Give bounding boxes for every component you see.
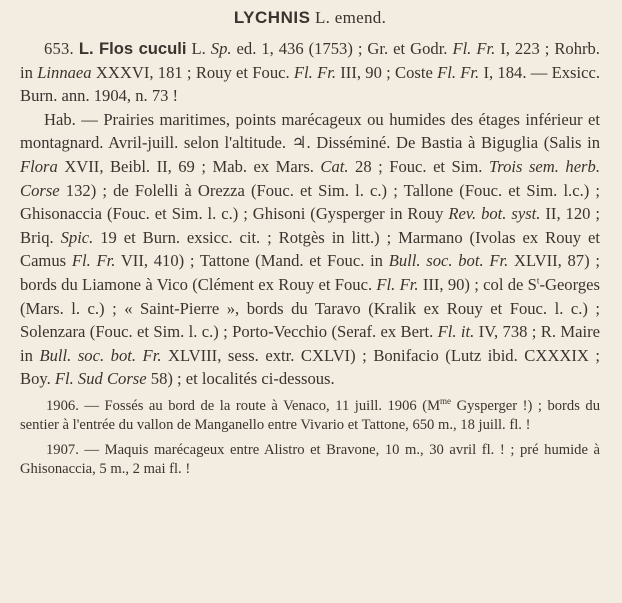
habitat-text: 19 et Burn. exsicc. cit. ; Rotgès in litt.) ; Marmano (Ivolas ex Rouy et Camus [20, 227, 600, 271]
genus-authority: L. emend. [314, 8, 387, 27]
ref-sp: Sp. [210, 39, 232, 58]
habitat-text: II, 120 ; Briq. [20, 204, 600, 247]
habitat-text: -Georges (Mars. l. c.) ; « Saint-Pierre », bords du Taravo (Kralik ex Rouy et Fouc. l. c.) ; Solenzara (Fouc. et Sim. l. c.) ; Porto-Vecchio (Seraf. ex Bert. [20, 274, 600, 342]
ref-title: Fl. Sud Corse [54, 369, 147, 389]
ref-title: Fl. it. [437, 322, 475, 342]
ref-title: Spic. [60, 227, 94, 247]
habitat-text: 132) ; de Folelli à Orezza (Fouc. et Sim. l. c.) ; Tallone (Fouc. et Sim. l.c.) ; Ghisonaccia (Fouc. et Sim. l. c.) ; Ghisoni (Gysperger in Rouy [20, 180, 600, 224]
record-1906 [20, 397, 600, 434]
habitat-paragraph [20, 108, 600, 391]
ref-title: Bull. soc. bot. Fr. [39, 345, 162, 365]
record-text: 1906. — Fossés au bord de la route à Venaco, 11 juill. 1906 (M [46, 397, 441, 414]
species-author: L. [191, 39, 206, 58]
ref-title: Bull. soc. bot. Fr. [388, 251, 509, 271]
habitat-text: XVII, Beibl. II, 69 ; Mab. ex Mars. [64, 156, 314, 176]
genus-name: LYCHNIS [233, 8, 311, 27]
habitat-text: VII, 410) ; Tattone (Mand. et Fouc. in [120, 251, 383, 271]
habitat-text: XLVII, 87) ; bords du Liamone à Vico (Clément ex Rouy et Fouc. [20, 251, 600, 294]
habitat-text: IV, 738 ; R. Maire in [20, 322, 600, 365]
habitat-text: 28 ; Fouc. et Sim. [355, 156, 483, 176]
ref-title: Fl. Fr. [452, 39, 496, 58]
citation-text: ed. 1, 436 (1753) ; Gr. et Godr. [236, 39, 448, 58]
habitat-text: Hab. — Prairies maritimes, points marécageux ou humides des étages inférieur et montagnard. Avril-juill. selon l'altitude. ♃. Disséminé. De Bastia à Biguglia (Salis in [20, 109, 600, 153]
species-citation [20, 37, 600, 108]
superscript: t [536, 275, 540, 286]
record-1907 [20, 441, 600, 478]
habitat-text: 58) ; et localités ci-dessous. [150, 369, 335, 389]
citation-text: I, 223 ; Rohrb. in [20, 39, 600, 82]
ref-title: Fl. Fr. [293, 62, 336, 82]
ref-title: Flora [20, 156, 58, 176]
ref-title: Fl. Fr. [71, 251, 116, 271]
ref-title: Rev. bot. syst. [448, 204, 541, 224]
habitat-text: XLVIII, sess. extr. CXLVI) ; Bonifacio (Lutz ibid. CXXXIX ; Boy. [20, 345, 600, 389]
genus-heading [20, 8, 600, 28]
citation-text: III, 90 ; Coste [340, 62, 433, 82]
ref-title: Fl. Fr. [437, 62, 480, 82]
species-number: 653. [44, 39, 74, 58]
ref-title: Linnaea [37, 62, 92, 82]
record-text: Gysperger !) ; bords du sentier à l'entrée du vallon de Manganello entre Vivario et Tattone, 650 m., 18 juill. fl. ! [20, 397, 600, 433]
record-text: 1907. — Maquis marécageux entre Alistro et Bravone, 10 m., 30 avril fl. ! ; pré humide à Ghisonaccia, 5 m., 2 mai fl. ! [20, 442, 600, 477]
ref-title: Cat. [320, 156, 349, 176]
citation-text: I, 184. — Exsicc. Burn. ann. 1904, n. 73 ! [20, 62, 600, 106]
ref-title: Fl. Fr. [376, 274, 419, 294]
habitat-text: III, 90) ; col de S [422, 274, 537, 294]
citation-text: XXXVI, 181 ; Rouy et Fouc. [95, 62, 290, 82]
ref-title: Trois sem. herb. Corse [20, 156, 600, 200]
species-name: L. Flos cuculi [78, 39, 187, 58]
superscript: me [440, 396, 452, 407]
